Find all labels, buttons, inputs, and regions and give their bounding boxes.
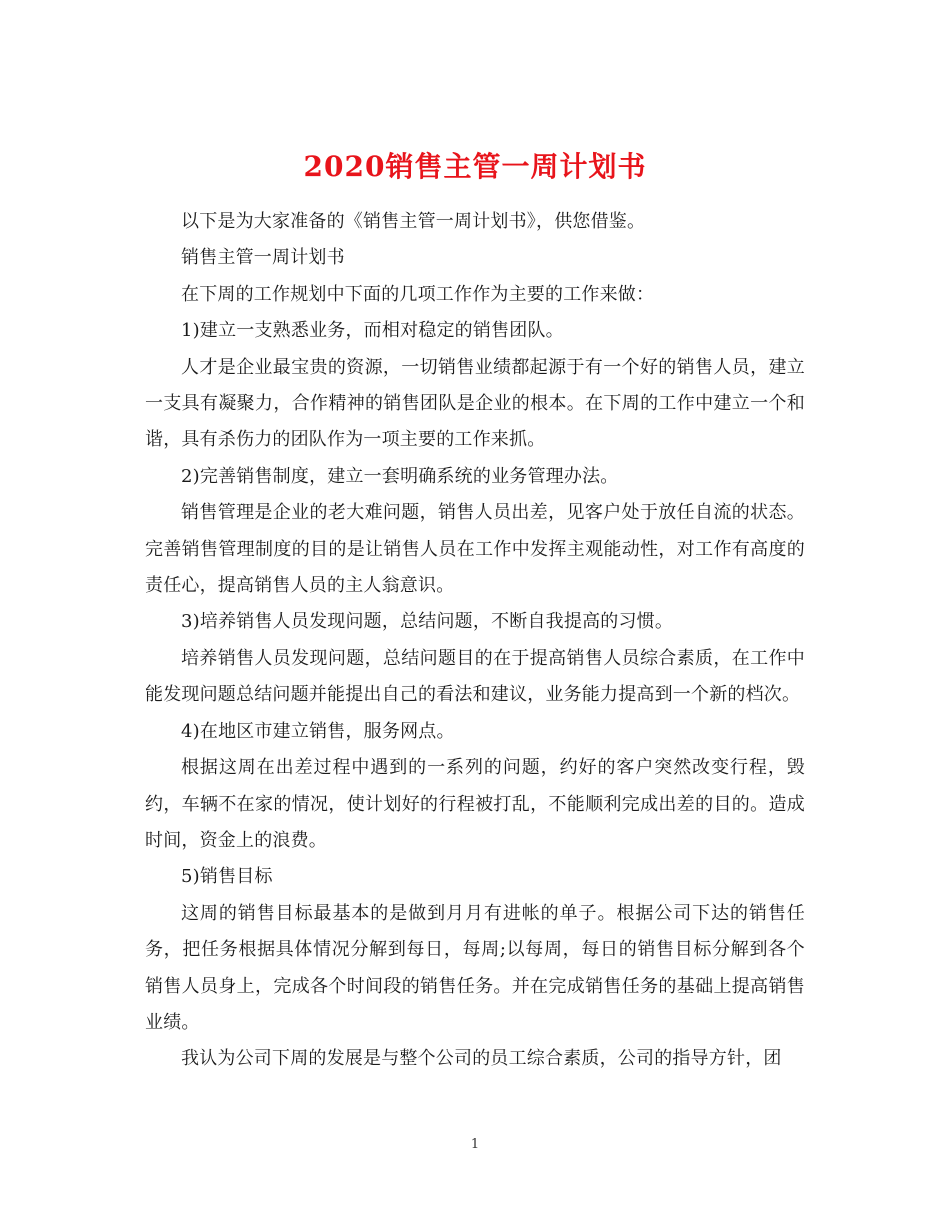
paragraph-item-3-heading: 3)培养销售人员发现问题，总结问题，不断自我提高的习惯。 [181,611,674,633]
paragraph-item-5-heading: 5)销售目标 [181,866,273,888]
paragraph-item-1-body: 人才是企业最宝贵的资源，一切销售业绩都起源于有一个好的销售人员，建立一支具有凝聚力，合作精神的销售团队是企业的根本。在下周的工作中建立一个和谐，具有杀伤力的团队作为一项主要的工作来抓。 [145,356,805,451]
page-number: 1 [470,1137,480,1152]
paragraph-item-2-body: 销售管理是企业的老大难问题，销售人员出差，见客户处于放任自流的状态。完善销售管理制度的目的是让销售人员在工作中发挥主观能动性，对工作有高度的责任心，提高销售人员的主人翁意识。 [145,502,805,597]
paragraph-intro: 以下是为大家准备的《销售主管一周计划书》，供您借鉴。 [181,211,646,232]
paragraph-item-5-body: 这周的销售目标最基本的是做到月月有进帐的单子。根据公司下达的销售任务，把任务根据具体情况分解到每日，每周;以每周，每日的销售目标分解到各个销售人员身上，完成各个时间段的销售任务。并在完成销售任务的基础上提高销售业绩。 [145,902,805,1033]
document-title: 2020销售主管一周计划书 [303,149,647,183]
paragraph-subtitle: 销售主管一周计划书 [181,247,345,269]
paragraph-item-3-body: 培养销售人员发现问题，总结问题目的在于提高销售人员综合素质，在工作中能发现问题总结问题并能提出自己的看法和建议，业务能力提高到一个新的档次。 [145,647,805,706]
paragraph-closing: 我认为公司下周的发展是与整个公司的员工综合素质，公司的指导方针，团 [181,1048,782,1070]
document-body [145,204,805,1078]
paragraph-item-1-heading: 1)建立一支熟悉业务，而相对稳定的销售团队。 [181,320,564,342]
paragraph-item-2-heading: 2)完善销售制度，建立一套明确系统的业务管理办法。 [181,465,619,487]
paragraph-item-4-body: 根据这周在出差过程中遇到的一系列的问题，约好的客户突然改变行程，毁约，车辆不在家的情况，使计划好的行程被打乱，不能顺利完成出差的目的。造成时间，资金上的浪费。 [145,757,805,851]
paragraph-item-4-heading: 4)在地区市建立销售，服务网点。 [181,720,455,742]
paragraph-lead: 在下周的工作规划中下面的几项工作作为主要的工作来做： [181,283,655,305]
